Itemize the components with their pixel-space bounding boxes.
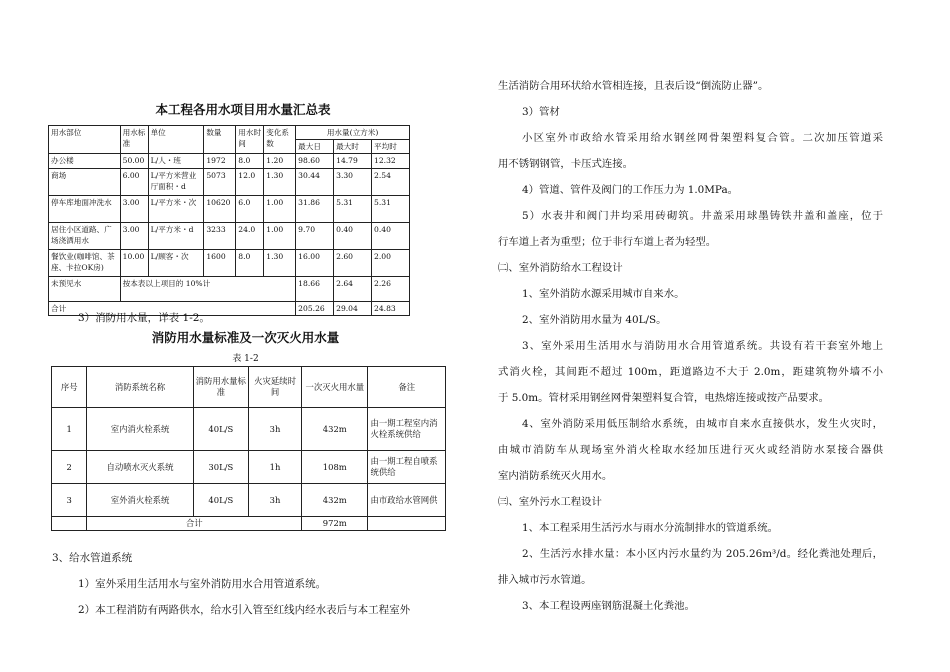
- fire-water-table: [51, 366, 446, 531]
- table-cell: 2.26: [372, 277, 410, 302]
- table-row: [52, 408, 446, 451]
- table-cell: 12.0: [236, 169, 264, 196]
- paragraph-line: 5）水表井和阀门井均采用砖砌筑。井盖采用球墨铸铁井盖和盖座，位于: [522, 210, 883, 222]
- paragraph-line: 小区室外市政给水管采用给水钢丝网骨架塑料复合管。二次加压管道采: [522, 132, 883, 144]
- table-row: [49, 250, 410, 277]
- table-header-cell: 消防系统名称: [87, 367, 193, 408]
- table-cell: 6.0: [236, 196, 264, 223]
- table-cell: 由一期工程室内消火栓系统供给: [368, 408, 446, 451]
- table-row: [49, 196, 410, 223]
- table-cell: 合计: [87, 517, 302, 531]
- table-cell: 2.00: [372, 250, 410, 277]
- table-header-row: [49, 126, 410, 140]
- fire-water-note: 3）消防用水量，详表 1-2。: [78, 312, 210, 324]
- table-cell: 按本表以上项目的 10%计: [120, 277, 296, 302]
- water-usage-table: [48, 125, 410, 316]
- table-cell: 24.83: [372, 302, 410, 316]
- table-cell: 12.32: [372, 154, 410, 169]
- table-cell: 2.64: [334, 277, 372, 302]
- paragraph-line: ㈢、室外污水工程设计: [498, 496, 602, 508]
- table-header-cell: 消防用水量标准: [193, 367, 248, 408]
- table-cell: 10.00: [120, 250, 148, 277]
- paragraph-line: 1、室外消防水源采用城市自来水。: [522, 288, 685, 300]
- table-header-cell: 备注: [368, 367, 446, 408]
- table-cell: 30.44: [296, 169, 334, 196]
- table-row: [49, 223, 410, 250]
- table-header-cell: 单位: [148, 126, 204, 154]
- table-cell: 18.66: [296, 277, 334, 302]
- table-header-cell: 用水量(立方米): [296, 126, 410, 140]
- table-cell: 3h: [248, 408, 301, 451]
- table-cell: 3.30: [334, 169, 372, 196]
- table-cell: 0.40: [334, 223, 372, 250]
- paragraph-line: 3）管材: [522, 106, 560, 118]
- table-cell: [52, 517, 87, 531]
- table-cell: 3.00: [120, 223, 148, 250]
- table-cell: 14.79: [334, 154, 372, 169]
- table-cell: 432m: [302, 408, 368, 451]
- paragraph-line: 生活消防合用环状给水管相连接，且表后设“倒流防止器”。: [498, 80, 769, 92]
- table-cell: 8.0: [236, 250, 264, 277]
- table-cell: 40L/S: [193, 484, 248, 517]
- table-cell: 1972: [204, 154, 236, 169]
- table-cell: 1.30: [264, 250, 296, 277]
- table-header-cell: 一次灭火用水量: [302, 367, 368, 408]
- table-cell: 餐饮业(咖啡馆、茶座、卡拉OK房): [49, 250, 121, 277]
- table-cell: 3: [52, 484, 87, 517]
- table-total-row: [52, 517, 446, 531]
- paragraph-line: 3、本工程设两座钢筋混凝土化粪池。: [522, 600, 695, 612]
- table-cell: 2: [52, 451, 87, 484]
- pipe-p2: 2）本工程消防有两路供水，给水引入管至红线内经水表后与本工程室外: [78, 604, 411, 616]
- paragraph-line: 用不锈钢钢管，卡压式连接。: [498, 158, 634, 170]
- paragraph-line: 2、生活污水排水量：本小区内污水量约为 205.26m³/d。经化粪池处理后，: [522, 548, 883, 560]
- table-row: [49, 154, 410, 169]
- paragraph-line: 行车道上者为重型；位于非行车道上者为轻型。: [498, 236, 717, 248]
- table-cell: 商场: [49, 169, 121, 196]
- table-cell: 1600: [204, 250, 236, 277]
- table-cell: 1.30: [264, 169, 296, 196]
- paragraph-line: 排入城市污水管道。: [498, 574, 592, 586]
- table-cell: 室内消火栓系统: [87, 408, 193, 451]
- table2-number: 表 1-2: [232, 354, 259, 364]
- table-cell: 由市政给水管网供: [368, 484, 446, 517]
- table-row: [49, 277, 410, 302]
- paragraph-line: 室内消防系统灭火用水。: [498, 470, 613, 482]
- paragraph-line: 1、本工程采用生活污水与雨水分流制排水的管道系统。: [522, 522, 778, 534]
- table-header-cell: 用水标准: [120, 126, 148, 154]
- table-cell: 8.0: [236, 154, 264, 169]
- table-cell: 3.00: [120, 196, 148, 223]
- table-cell: 31.86: [296, 196, 334, 223]
- table-cell: 6.00: [120, 169, 148, 196]
- table-cell: 1: [52, 408, 87, 451]
- table-cell: 合计: [49, 302, 296, 316]
- table1-title: 本工程各用水项目用水量汇总表: [155, 102, 331, 117]
- table-cell: 40L/S: [193, 408, 248, 451]
- paragraph-line: ㈡、室外消防给水工程设计: [498, 262, 623, 274]
- table-cell: 2.60: [334, 250, 372, 277]
- table-cell: 108m: [302, 451, 368, 484]
- table-cell: 29.04: [334, 302, 372, 316]
- table-cell: [368, 517, 446, 531]
- table-header-cell: 最大时: [334, 140, 372, 154]
- table-cell: 1.00: [264, 196, 296, 223]
- table-cell: 5.31: [334, 196, 372, 223]
- table2-title: 消防用水量标准及一次灭火用水量: [151, 330, 340, 345]
- table-cell: 自动喷水灭火系统: [87, 451, 193, 484]
- table-header-cell: 最大日: [296, 140, 334, 154]
- table-cell: 3233: [204, 223, 236, 250]
- table-cell: 5073: [204, 169, 236, 196]
- table-cell: 432m: [302, 484, 368, 517]
- table-cell: 5.31: [372, 196, 410, 223]
- table-cell: 972m: [302, 517, 368, 531]
- table-header-cell: 用水部位: [49, 126, 121, 154]
- table-cell: 1.00: [264, 223, 296, 250]
- table-cell: L/顾客・次: [148, 250, 204, 277]
- table-cell: L/平方米・d: [148, 223, 204, 250]
- table-cell: L/平方米・次: [148, 196, 204, 223]
- table-cell: 0.40: [372, 223, 410, 250]
- table-cell: 办公楼: [49, 154, 121, 169]
- table-header-cell: 平均时: [372, 140, 410, 154]
- table-header-cell: 火灾延续时间: [248, 367, 301, 408]
- table-cell: 9.70: [296, 223, 334, 250]
- table-cell: L/人・班: [148, 154, 204, 169]
- table-row: [52, 451, 446, 484]
- pipe-heading: 3、给水管道系统: [52, 552, 133, 564]
- paragraph-line: 4）管道、管件及阀门的工作压力为 1.0MPa。: [522, 184, 739, 196]
- table-header-cell: 序号: [52, 367, 87, 408]
- table-cell: 24.0: [236, 223, 264, 250]
- table-cell: 205.26: [296, 302, 334, 316]
- table-cell: 2.54: [372, 169, 410, 196]
- table-cell: 3h: [248, 484, 301, 517]
- table-row: [49, 169, 410, 196]
- table-cell: 16.00: [296, 250, 334, 277]
- table-cell: 未预见水: [49, 277, 121, 302]
- table-cell: 由一期工程自喷系统供给: [368, 451, 446, 484]
- paragraph-line: 3、室外采用生活用水与消防用水合用管道系统。共设有若干套室外地上: [522, 340, 883, 352]
- table-header-cell: 数量: [204, 126, 236, 154]
- table-header-cell: 变化系数: [264, 126, 296, 154]
- table-cell: 居住小区道路、广场浇洒用水: [49, 223, 121, 250]
- table-cell: 98.60: [296, 154, 334, 169]
- table-cell: L/平方米营业厅面积・d: [148, 169, 204, 196]
- pipe-p1: 1）室外采用生活用水与室外消防用水合用管道系统。: [78, 578, 327, 590]
- table-row: [52, 484, 446, 517]
- paragraph-line: 2、室外消防用水量为 40L/S。: [522, 314, 667, 326]
- table-cell: 50.00: [120, 154, 148, 169]
- table-cell: 停车库地面冲洗水: [49, 196, 121, 223]
- table-cell: 室外消火栓系统: [87, 484, 193, 517]
- table-cell: 1h: [248, 451, 301, 484]
- paragraph-line: 4、室外消防采用低压制给水系统，由城市自来水直接供水，发生火灾时，: [522, 418, 883, 430]
- paragraph-line: 由城市消防车从现场室外消火栓取水经加压进行灭火或经消防水泵接合器供: [498, 444, 883, 456]
- paragraph-line: 式消火栓，其间距不超过 100m，距道路边不大于 2.0m，距建筑物外墙不小: [498, 366, 883, 378]
- paragraph-line: 于 5.0m。管材采用钢丝网骨架塑料复合管，电热熔连接或按产品要求。: [498, 392, 830, 404]
- table-header-row: [52, 367, 446, 408]
- table-header-cell: 用水时间: [236, 126, 264, 154]
- table-cell: 10620: [204, 196, 236, 223]
- table-cell: 1.20: [264, 154, 296, 169]
- table-cell: 30L/S: [193, 451, 248, 484]
